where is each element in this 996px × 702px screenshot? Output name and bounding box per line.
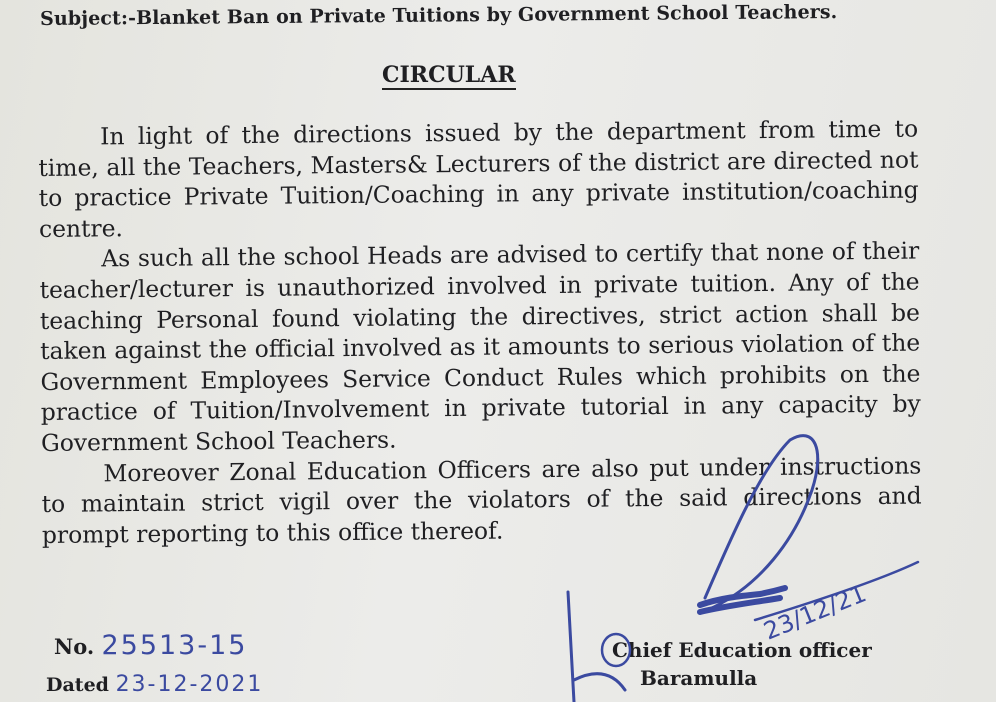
- circular-body: [38, 114, 922, 551]
- signature-date: 23/12/21: [759, 579, 871, 646]
- subject-line: Subject:-Blanket Ban on Private Tuitions by Government School Teachers.: [40, 1, 838, 30]
- paragraph-3: Moreover Zonal Education Officers are also put under instructions to maintain strict vigil over the violators of the said directions and prompt reporting to this office thereof.: [41, 451, 922, 549]
- issue-date: [46, 672, 263, 697]
- signatory-title: Chief Education officer: [612, 638, 872, 662]
- paragraph-1: In light of the directions issued by the department from time to time, all the Teachers, Masters& Lecturers of the district are directed not to practice Private Tuition/Coaching in any private institution/coaching centre.: [38, 114, 919, 243]
- circular-heading: CIRCULAR: [382, 62, 516, 88]
- issue-date-label: Dated: [46, 674, 109, 696]
- reference-number-value: 25513-15: [101, 630, 248, 661]
- signatory-place: Baramulla: [640, 666, 758, 690]
- reference-number: [54, 630, 247, 661]
- paragraph-2: As such all the school Heads are advised to certify that none of their teacher/lecturer is unauthorized involved in private tuition. Any of the teaching Personal found violating the directives, strict action shall be taken against the official involved as it amounts to serious violation of the Government Employees Service Conduct Rules which prohibits on the practice of Tuition/Involvement in private tutorial in any capacity by Government School Teachers.: [39, 236, 921, 457]
- issue-date-value: 23-12-2021: [115, 672, 264, 697]
- reference-number-label: No.: [54, 634, 95, 659]
